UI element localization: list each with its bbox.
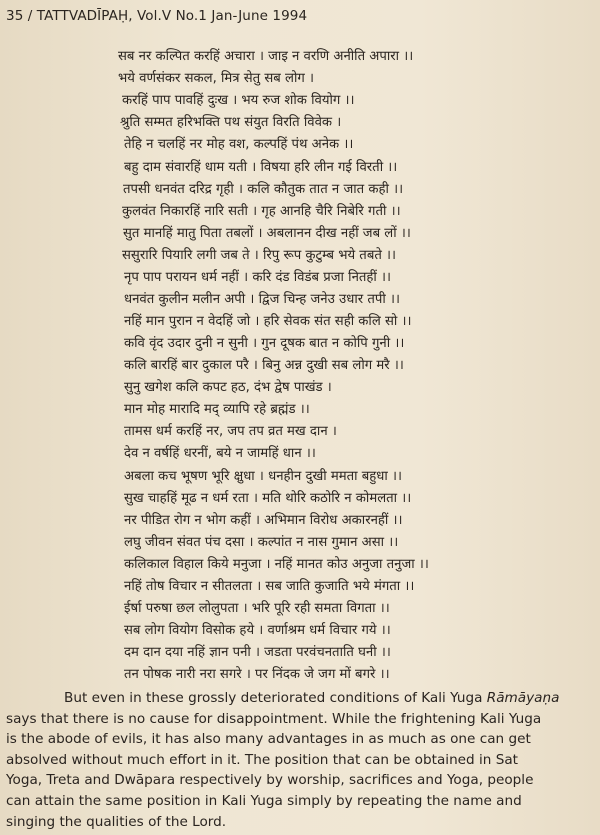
verse-line: नहिं मान पुरान न वेदहिं जो । हरि सेवक संत सही कलि सो ।।: [124, 314, 412, 329]
paragraph-line: can attain the same position in Kali Yuga simply by repeating the name and: [6, 792, 522, 809]
verse-line: नृप पाप परायन धर्म नहीं । करि दंड विडंब प्रजा नितहीं ।।: [124, 270, 392, 285]
paragraph-text: But even in these grossly deteriorated conditions of Kali Yuga: [64, 690, 487, 706]
verse-line: सब नर कल्पित करहिं अचारा । जाइ न वरणि अनीति अपारा ।।: [118, 49, 414, 64]
verse-line: लघु जीवन संवत पंच दसा । कल्पांत न नास गुमान असा ।।: [124, 535, 399, 550]
verse-line: श्रुति सम्मत हरिभक्ति पथ संयुत विरति विवेक ।: [120, 115, 342, 130]
verse-line: ससुरारि पियारि लगी जब ते । रिपु रूप कुटुम्ब भये तबते ।।: [122, 248, 397, 263]
verse-line: अबला कच भूषण भूरि क्षुधा । धनहीन दुखी ममता बहुधा ।।: [124, 469, 403, 484]
paragraph-line: says that there is no cause for disappointment. While the frightening Kali Yuga: [6, 710, 542, 727]
verse-line: कलि बारहिं बार दुकाल परै । बिनु अन्न दुखी सब लोग मरै ।।: [124, 358, 404, 373]
verse-line: दम दान दया नहिं ज्ञान पनी । जडता परवंचनताति घनी ।।: [124, 645, 391, 660]
commentary-paragraph: [6, 688, 594, 832]
verse-line: करहिं पाप पावहिं दुःख । भय रुज शोक वियोग ।।: [122, 93, 355, 108]
verse-line: नहिं तोष विचार न सीतलता । सब जाति कुजाति भये मंगता ।।: [124, 579, 415, 594]
verse-line: ईर्षा परुषा छल लोलुपता । भरि पूरि रही समता विगता ।।: [124, 601, 390, 616]
work-title: Rāmāyaṇa: [486, 690, 560, 706]
verse-line: तामस धर्म करहिं नर, जप तप व्रत मख दान ।: [124, 424, 337, 439]
verse-line: बहु दाम संवारहिं धाम यती । विषया हरि लीन गई विरती ।।: [124, 160, 398, 175]
verse-line: कलिकाल विहाल किये मनुजा । नहिं मानत कोउ अनुजा तनुजा ।।: [124, 557, 429, 572]
paragraph-line: absolved without much effort in it. The position that can be obtained in Sat: [6, 751, 518, 768]
verse-line: कवि वृंद उदार दुनी न सुनी । गुन दूषक बात न कोपि गुनी ।।: [124, 336, 405, 351]
verse-line: सुख चाहहिं मूढ न धर्म रता । मति थोरि कठोरि न कोमलता ।।: [124, 491, 412, 506]
verse-line: नर पीडित रोग न भोग कहीं । अभिमान विरोध अकारनहीं ।।: [124, 513, 403, 528]
verse-line: देव न वर्षहिं धरनीं, बये न जामहिं धान ।।: [124, 446, 316, 461]
verse-line: सुत मानहिं मातु पिता तबलों । अबलानन दीख नहीं जब लों ।।: [123, 226, 411, 241]
verse-line: तन पोषक नारी नरा सगरे । पर निंदक जे जग मों बगरे ।।: [124, 667, 390, 682]
paragraph-line: is the abode of evils, it has also many advantages in as much as one can get: [6, 731, 531, 748]
verse-line: भये वर्णसंकर सकल, मित्र सेतु सब लोग ।: [118, 71, 314, 86]
verse-line: तेहि न चलहिं नर मोह वश, कल्पहिं पंथ अनेक ।।: [124, 137, 354, 152]
paragraph-line: [6, 688, 594, 709]
paragraph-line: Yoga, Treta and Dwāpara respectively by worship, sacrifices and Yoga, people: [6, 772, 534, 789]
paragraph-line: singing the qualities of the Lord.: [6, 813, 227, 830]
verse-line: धनवंत कुलीन मलीन अपी । द्विज चिन्ह जनेउ उधार तपी ।।: [124, 292, 400, 307]
verse-line: तपसी धनवंत दरिद्र गृही । कलि कौतुक तात न जात कही ।।: [123, 182, 404, 197]
running-head: 35 / TATTVADĪPAḤ, Vol.V No.1 Jan-June 1994: [6, 8, 308, 24]
verse-line: मान मोह मारादि मद् व्यापि रहे ब्रह्मंड ।।: [124, 402, 310, 417]
verse-line: सुनु खगेश कलि कपट हठ, दंभ द्वेष पाखंड ।: [124, 380, 332, 395]
verse-line: सब लोग वियोग विसोक हये । वर्णाश्रम धर्म विचार गये ।।: [124, 623, 391, 638]
verse-line: कुलवंत निकारहिं नारि सती । गृह आनहि चैरि निबेरि गती ।।: [122, 204, 401, 219]
